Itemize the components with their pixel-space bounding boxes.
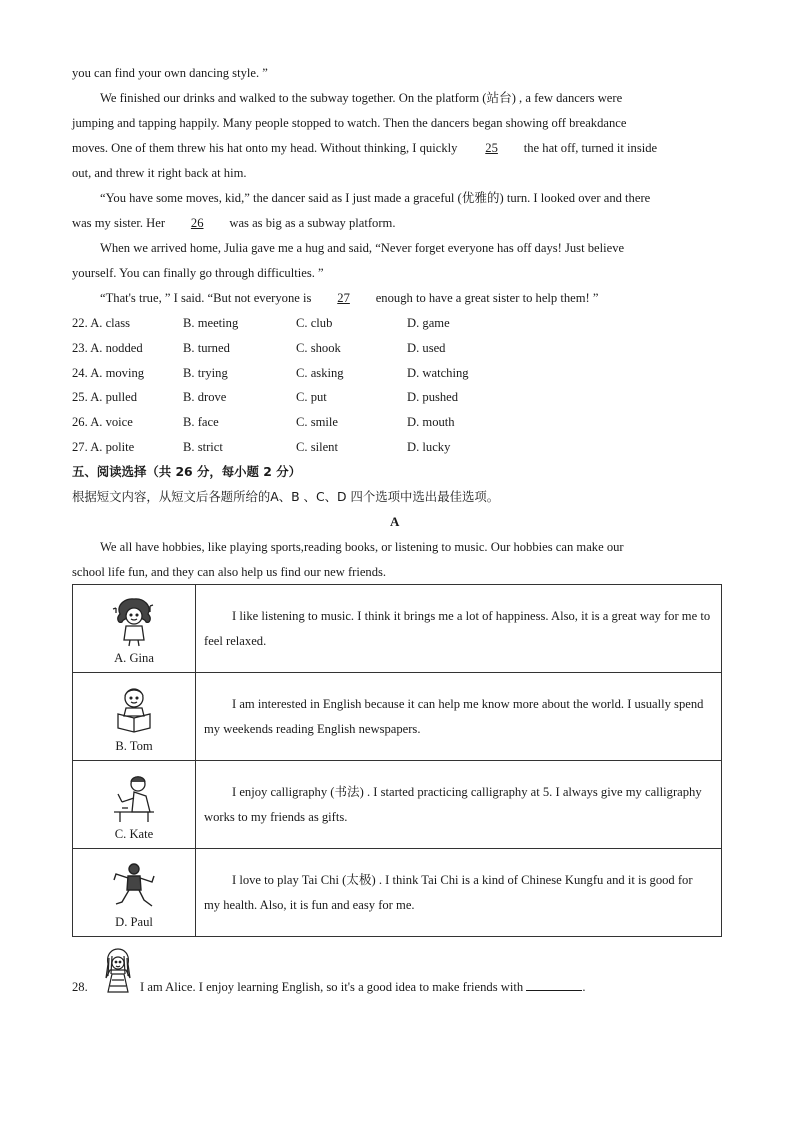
person-name: D. Paul <box>115 914 153 929</box>
passage-text: was my sister. Her <box>72 216 166 230</box>
option-d: D. used <box>407 340 446 355</box>
option-c: C. put <box>296 390 327 405</box>
person-statement: I like listening to music. I think it brings me a lot of happiness. Also, it is a great way for me to feel relaxed. <box>196 585 722 673</box>
option-b: B. drove <box>183 390 227 405</box>
blank-27: 27 <box>337 291 350 305</box>
passage-line: out, and threw it right back at him. <box>72 166 247 180</box>
question-text: I am Alice. I enjoy learning English, so it's a good idea to make friends with . <box>140 980 586 994</box>
passage-letter: A <box>390 514 400 529</box>
passage-line <box>100 289 598 307</box>
option-a: 23. A. nodded <box>72 340 143 355</box>
option-a: 26. A. voice <box>72 415 133 430</box>
passage-line: yourself. You can finally go through difficulties. ” <box>72 266 324 280</box>
option-d: D. watching <box>407 365 469 380</box>
table-row <box>73 849 722 937</box>
music-girl-icon <box>110 596 158 648</box>
option-d: D. mouth <box>407 415 455 430</box>
passage-line: When we arrived home, Julia gave me a hug and said, “Never forget everyone has off days! Just believe <box>100 241 625 255</box>
option-a: 27. A. polite <box>72 439 135 454</box>
option-d: D. pushed <box>407 390 459 405</box>
person-name: A. Gina <box>114 650 154 665</box>
section-instruction: 根据短文内容，从短文后各题所给的A、B 、C、D 四个选项中选出最佳选项。 <box>72 489 500 504</box>
person-statement: I love to play Tai Chi (太极) . I think Tai Chi is a kind of Chinese Kungfu and it is good for my health. Also, it is fun and easy for me. <box>196 849 722 937</box>
blank-26: 26 <box>190 216 204 230</box>
person-cell <box>73 849 196 937</box>
option-c: C. asking <box>296 365 344 380</box>
option-b: B. meeting <box>183 316 239 330</box>
option-b: B. trying <box>183 365 228 380</box>
option-c: C. club <box>296 316 333 330</box>
question-number: 28. <box>72 980 88 994</box>
blank-25: 25 <box>485 141 498 155</box>
person-statement: I enjoy calligraphy (书法) . I started practicing calligraphy at 5. I always give my calligraphy works to my friends as gifts. <box>196 761 722 849</box>
person-cell <box>73 585 196 673</box>
table-row <box>73 585 722 673</box>
table-row <box>73 673 722 761</box>
option-d: D. lucky <box>407 439 451 454</box>
reading-boy-icon <box>110 684 158 736</box>
option-a: 24. A. moving <box>72 365 145 380</box>
option-b: B. turned <box>183 340 230 355</box>
table-row <box>73 761 722 849</box>
option-a: 22. A. class <box>72 316 131 330</box>
passage-line: jumping and tapping happily. Many people stopped to watch. Then the dancers began showing off breakdance <box>72 116 627 130</box>
passage-text: was as big as a subway platform. <box>229 216 396 230</box>
person-cell <box>73 673 196 761</box>
passage-line: you can find your own dancing style. ” <box>72 66 268 80</box>
answer-blank <box>526 978 582 991</box>
intro-line: We all have hobbies, like playing sports,reading books, or listening to music. Our hobbies can make our <box>100 540 624 554</box>
alice-girl-icon <box>100 948 136 996</box>
person-name: C. Kate <box>114 826 154 841</box>
person-name: B. Tom <box>115 738 153 753</box>
taichi-man-icon <box>110 860 158 912</box>
person-cell <box>73 761 196 849</box>
passage-line <box>72 139 657 157</box>
section-heading: 五、阅读选择（共 26 分，每小题 2 分） <box>72 464 301 479</box>
hobbies-table <box>72 584 722 937</box>
option-c: C. shook <box>296 340 341 355</box>
option-b: B. strict <box>183 439 223 454</box>
option-b: B. face <box>183 415 219 430</box>
passage-text: moves. One of them threw his hat onto my head. Without thinking, I quickly <box>72 141 458 155</box>
passage-line: “You have some moves, kid,” the dancer said as I just made a graceful (优雅的) turn. I looked over and there <box>100 191 651 205</box>
passage-line: We finished our drinks and walked to the subway together. On the platform (站台) , a few dancers were <box>100 91 623 105</box>
calligraphy-girl-icon <box>110 772 158 824</box>
option-c: C. smile <box>296 415 338 430</box>
passage-text: “That's true, ” I said. “But not everyone is <box>100 291 312 305</box>
option-d: D. game <box>407 316 450 330</box>
question-28 <box>72 948 722 998</box>
option-a: 25. A. pulled <box>72 390 138 405</box>
option-c: C. silent <box>296 439 338 454</box>
passage-line <box>72 214 396 232</box>
intro-line: school life fun, and they can also help us find our new friends. <box>72 565 387 579</box>
person-statement: I am interested in English because it can help me know more about the world. I usually spend my weekends reading English newspapers. <box>196 673 722 761</box>
passage-text: enough to have a great sister to help them! ” <box>375 291 599 305</box>
passage-text: the hat off, turned it inside <box>523 141 658 155</box>
